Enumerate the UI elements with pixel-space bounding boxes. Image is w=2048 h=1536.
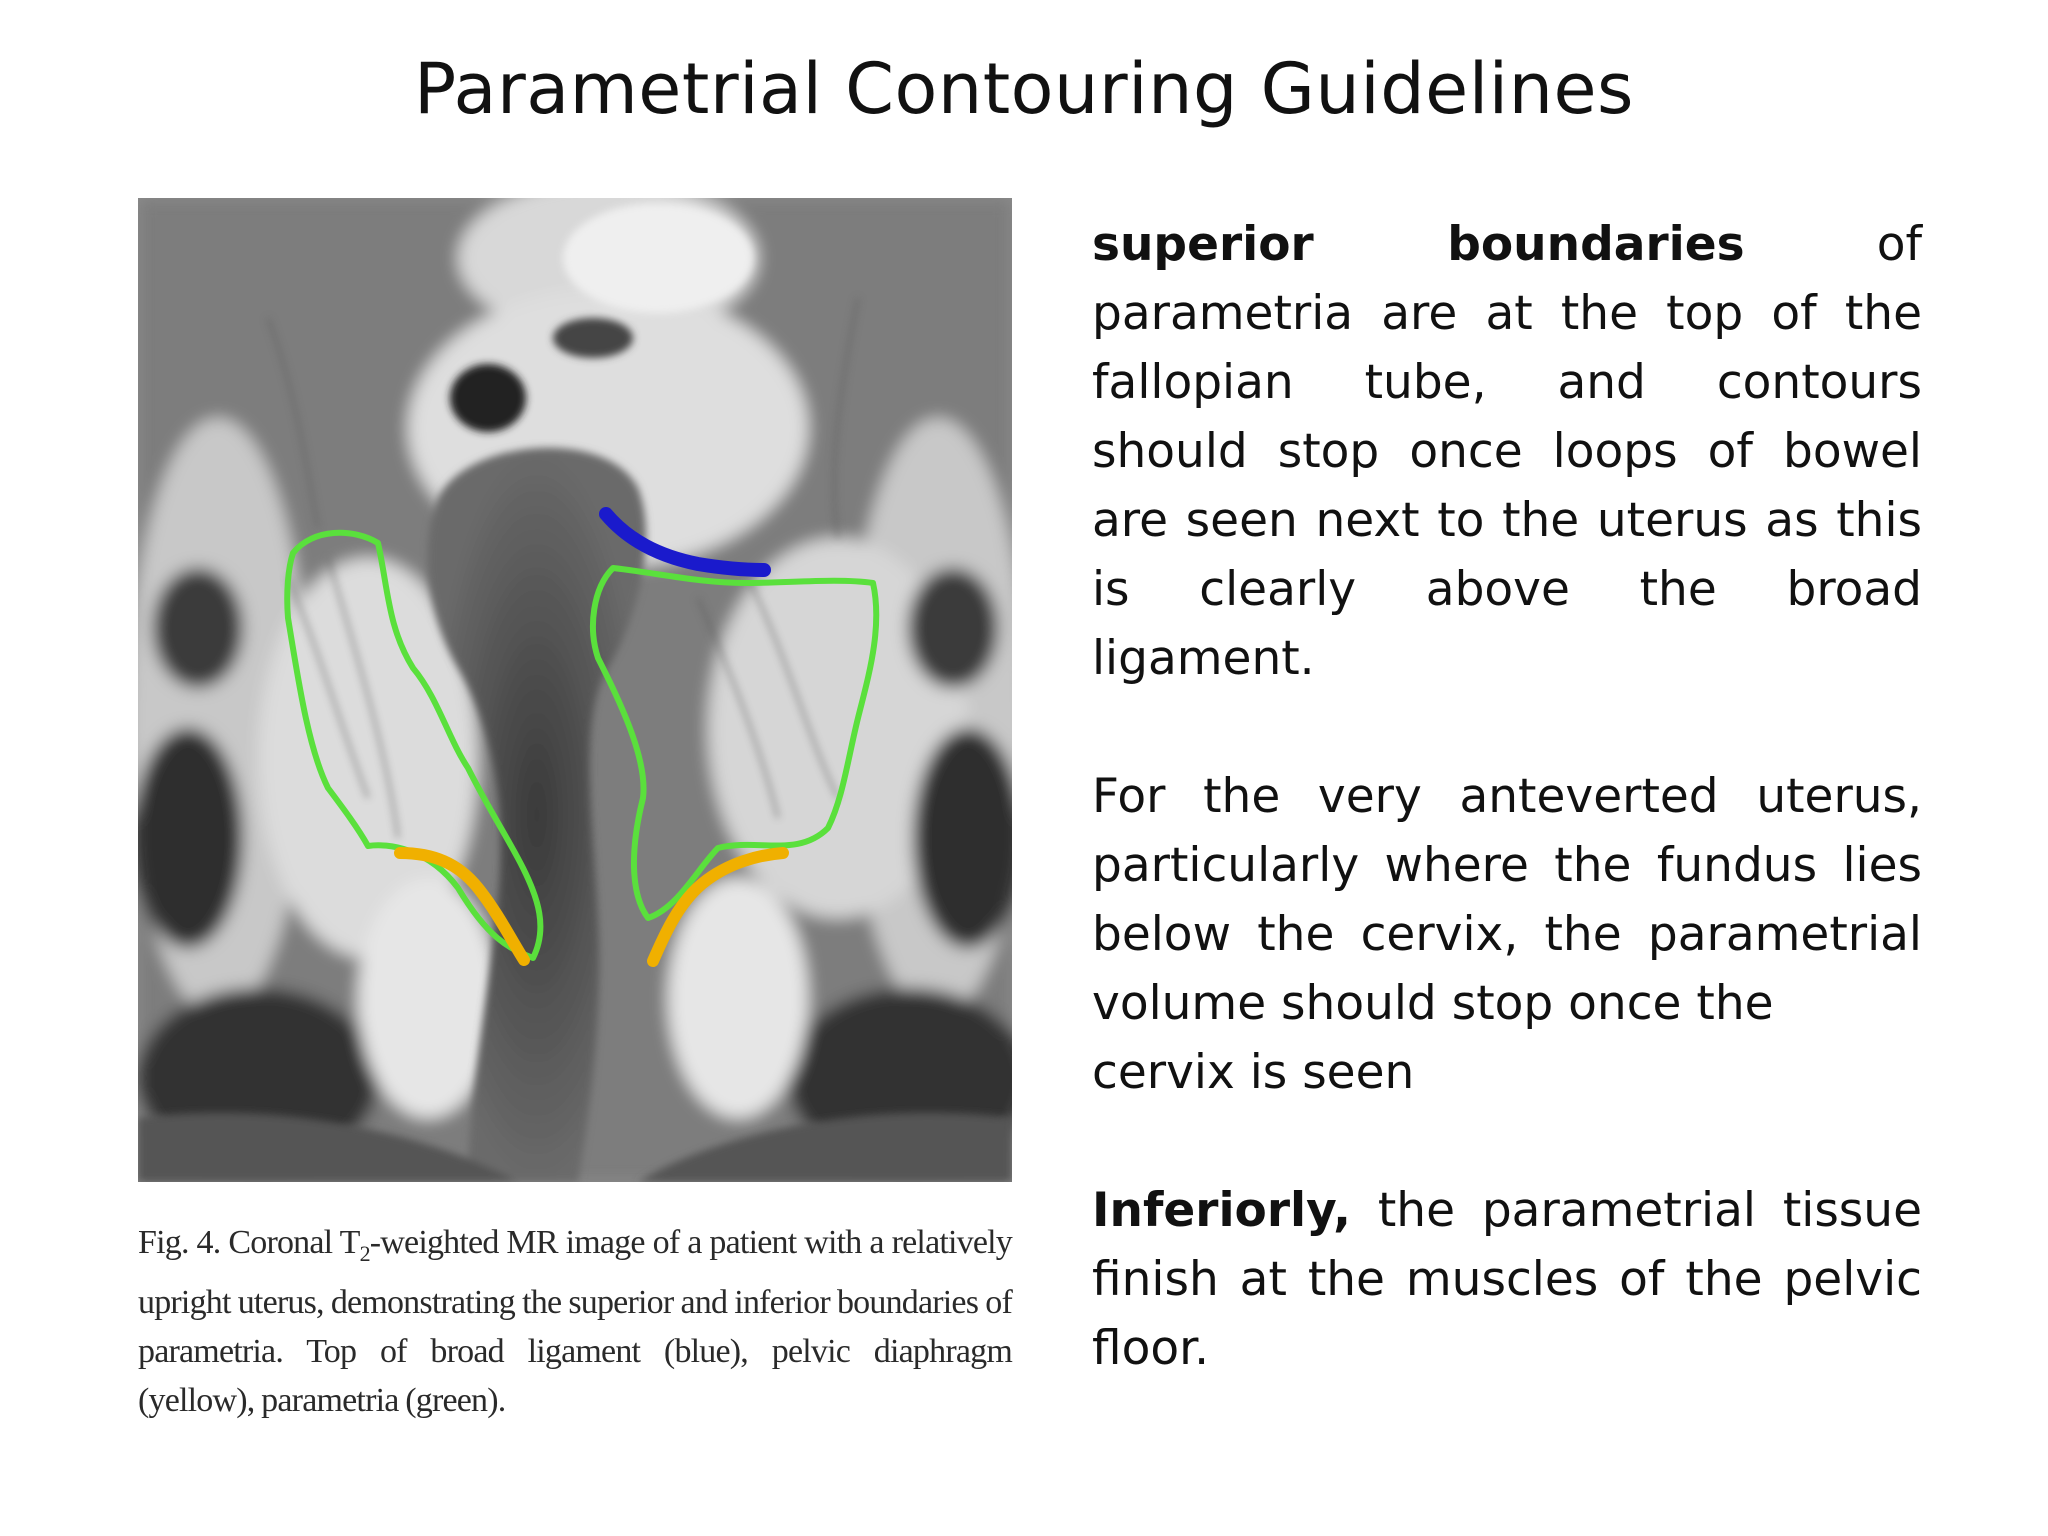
superior-lead: superior boundaries — [1092, 217, 1745, 272]
slide-title: Parametrial Contouring Guidelines — [413, 48, 1634, 130]
inferior-text: the parametrial tissue finish at the muscles of the pelvic floor. — [1092, 1183, 1922, 1376]
caption-suffix: -weighted MR image of a patient with a relatively upright uterus, demonstrating the superior and inferior boundaries of parametria. Top of broad ligament (blue), pelvic diaphragm (yellow), parametria (green). — [138, 1224, 1012, 1419]
paragraph-anteverted — [1092, 762, 1922, 1107]
figure-caption — [138, 1218, 1012, 1425]
paragraph-superior — [1092, 210, 1922, 693]
superior-text: of parametria are at the top of the fallopian tube, and contours should stop once loops of bowel are seen next to the uterus as this is clearly above the broad ligament. — [1092, 217, 1922, 686]
inferior-lead: Inferiorly, — [1092, 1183, 1351, 1238]
body-text — [1092, 210, 1922, 1383]
paragraph-inferior — [1092, 1176, 1922, 1383]
caption-prefix: Fig. 4. Coronal T — [138, 1224, 360, 1261]
anteverted-text: For the very anteverted uterus, particularly where the fundus lies below the cervix, the parametrial volume should stop once the — [1092, 769, 1922, 1031]
anteverted-tail: cervix is seen — [1092, 1045, 1415, 1100]
mri-image — [138, 198, 1012, 1182]
mri-figure — [138, 198, 1012, 1182]
caption-subscript: 2 — [359, 1240, 370, 1266]
